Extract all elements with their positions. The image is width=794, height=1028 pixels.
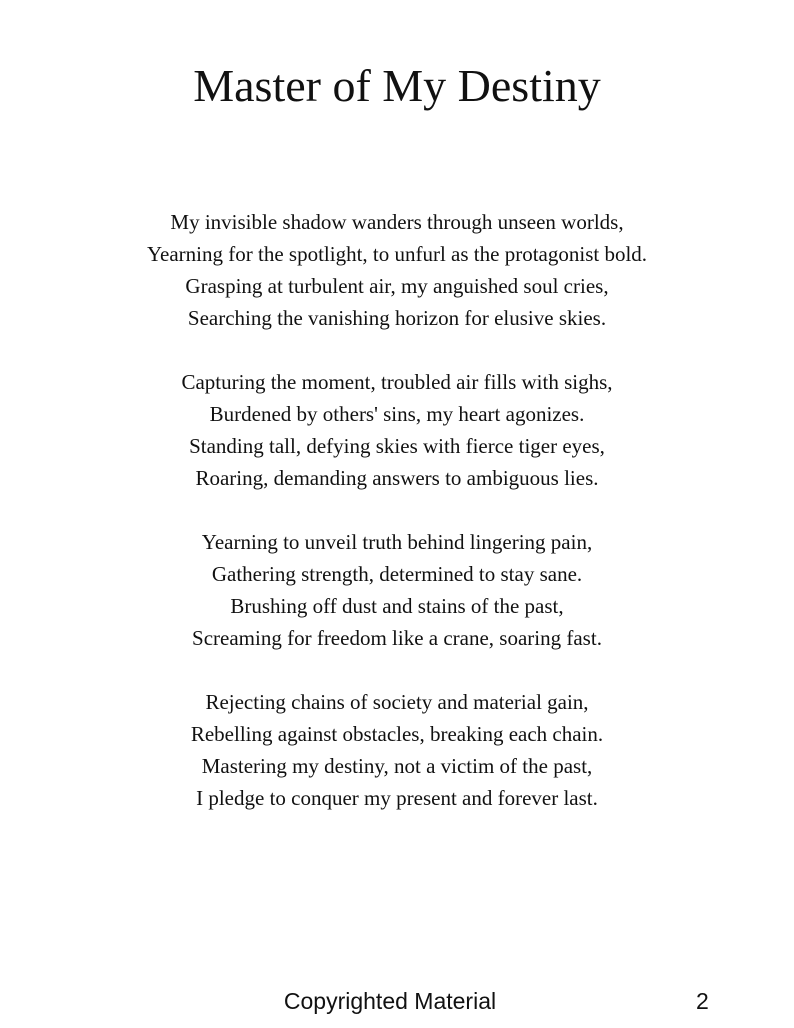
poem-line: Roaring, demanding answers to ambiguous lies. — [195, 466, 599, 490]
poem-line: Capturing the moment, troubled air fills with sighs, — [181, 370, 613, 394]
poem-body — [0, 206, 794, 846]
stanza-3 — [0, 526, 794, 654]
poem-line: Gathering strength, determined to stay sane. — [211, 562, 583, 586]
poem-line: Standing tall, defying skies with fierce tiger eyes, — [189, 434, 605, 458]
poem-line: Searching the vanishing horizon for elusive skies. — [187, 306, 607, 330]
poem-line: Yearning for the spotlight, to unfurl as the protagonist bold. — [146, 242, 648, 266]
stanza-2 — [0, 366, 794, 494]
poem-line: Brushing off dust and stains of the past, — [230, 594, 564, 618]
poem-title: Master of My Destiny — [193, 60, 601, 111]
poem-line: Screaming for freedom like a crane, soaring fast. — [192, 626, 602, 650]
poem-line: Rejecting chains of society and material gain, — [205, 690, 589, 714]
poem-line: Rebelling against obstacles, breaking each chain. — [190, 722, 604, 746]
page-number: 2 — [696, 988, 709, 1014]
poem-line: I pledge to conquer my present and forever last. — [196, 786, 598, 810]
poem-line: Yearning to unveil truth behind lingering pain, — [201, 530, 593, 554]
copyright-notice: Copyrighted Material — [283, 988, 497, 1014]
poem-line: Grasping at turbulent air, my anguished soul cries, — [185, 274, 609, 298]
stanza-4 — [0, 686, 794, 814]
poem-line: Burdened by others' sins, my heart agonizes. — [209, 402, 585, 426]
stanza-1 — [0, 206, 794, 334]
poem-line: Mastering my destiny, not a victim of the past, — [201, 754, 593, 778]
poem-line: My invisible shadow wanders through unseen worlds, — [170, 210, 624, 234]
